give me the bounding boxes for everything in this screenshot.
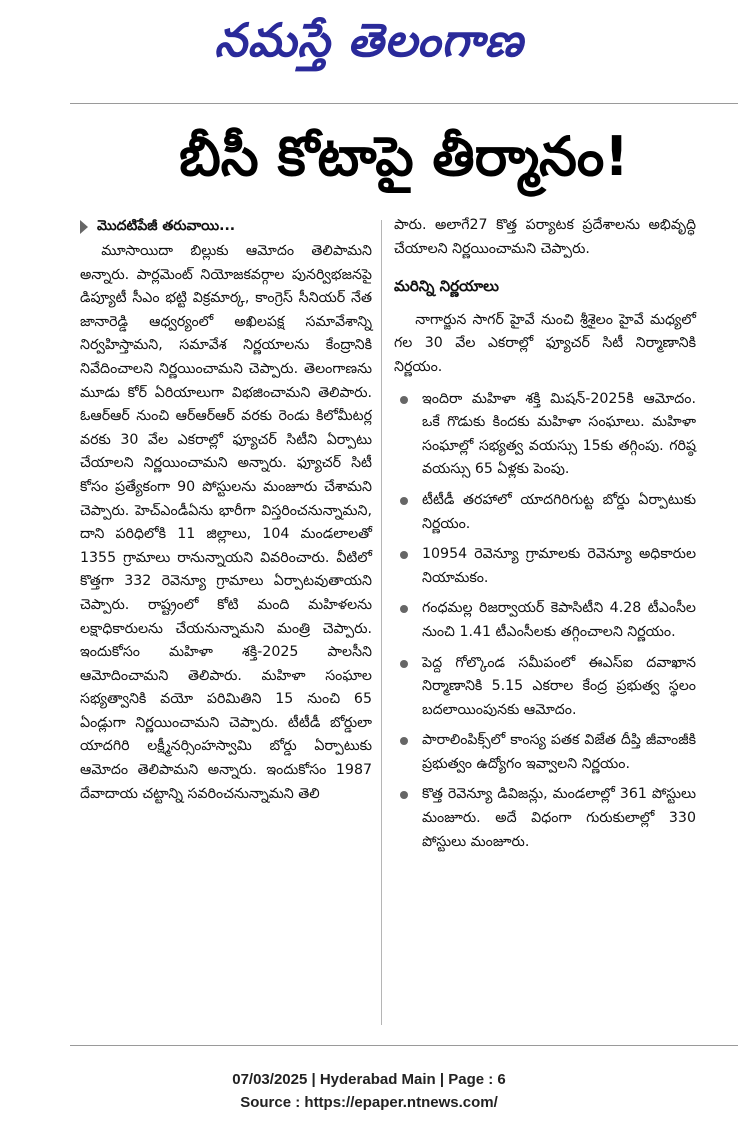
list-item: టీటీడీ తరహాలో యాదగిరిగుట్ట బోర్డు ఏర్పాటుకు నిర్ణయం. (394, 489, 696, 536)
column-divider (381, 220, 382, 1025)
right-column (394, 214, 696, 861)
list-item: పారాలింపిక్స్‌లో కాంస్య పతక విజేత దీప్తి జీవాంజీకి ప్రభుత్వం ఉద్యోగం ఇవ్వాలని నిర్ణయం. (394, 729, 696, 776)
list-item: 10954 రెవెన్యూ గ్రామాలకు రెవెన్యూ అధికారుల నియామకం. (394, 543, 696, 590)
article-body-left: మూసాయిదా బిల్లుకు ఆమోదం తెలిపామని అన్నారు. పార్లమెంట్ నియోజకవర్గాల పునర్విభజనపై డిప్యూటీ సీఎం భట్టి విక్రమార్క, కాంగ్రెస్ సీనియర్ నేత జానారెడ్డి ఆధ్వర్యంలో అఖిలపక్ష సమావేశాన్ని నిర్వహిస్తామని, సమావేశ నిర్ణయాలను కేంద్రానికి నివేదించాలని నిర్ణయించామని చెప్పారు. తెలంగాణను మూడు కోర్ ఏరియాలుగా విభజించామని తెలిపారు. ఓఆర్ఆర్ నుంచి ఆర్ఆర్ఆర్ వరకు రెండు కిలోమీటర్ల వరకు 30 వేల ఎకరాల్లో ఫ్యూచర్ సిటీని ఏర్పాటు చేయాలని నిర్ణయించామని అన్నారు. ఫ్యూచర్ సిటీ కోసం ప్రత్యేకంగా 90 పోస్టులను మంజూరు చేశామని చెప్పారు. హెచ్ఎండీఏను భారీగా విస్తరించనున్నామని, దాని పరిధిలోకి 11 జిల్లాలు, 104 మండలాలతో 1355 గ్రామాలు రానున్నాయని వివరించారు. వీటిలో కొత్తగా 332 రెవెన్యూ గ్రామాలు ఏర్పాటవుతాయని చెప్పారు. రాష్ట్రంలో కోటి మంది మహిళలను లక్షాధికారులను చేయనున్నామని మంత్రి చెప్పారు. ఇందుకోసం మహిళా శక్తి-2025 పాలసీని ఆమోదించామని తెలిపారు. మహిళా సంఘాల సభ్యత్వానికి వయో పరిమితిని 15 నుంచి 65 ఏండ్లుగా నిర్ణయించామని చెప్పారు. టీటీడీ బోర్డులా యాదగిరి లక్ష్మీనర్సింహస్వామి బోర్డు ఏర్పాటుకు ఆమోదం తెలిపామని అన్నారు. ఇందుకోసం 1987 దేవాదాయ చట్టాన్ని సవరించనున్నామని తెలి (80, 243, 372, 802)
list-item: గంధమల్ల రిజర్వాయర్ కెపాసిటీని 4.28 టీఎంసీల నుంచి 1.41 టీఎంసీలకు తగ్గించాలని నిర్ణయం. (394, 597, 696, 644)
bullet-icon (400, 497, 408, 505)
decisions-list (394, 388, 696, 855)
bullet-icon (400, 660, 408, 668)
continuation-kicker (80, 214, 372, 240)
left-column (80, 214, 372, 806)
article-headline: బీసీ కోటాపై తీర్మానం! (179, 124, 629, 188)
bullet-icon (400, 551, 408, 559)
article-body-continuation: పారు. అలాగే27 కొత్త పర్యాటక ప్రదేశాలను అభివృద్ధి చేయాలని నిర్ణయించామని చెప్పారు. (394, 217, 696, 257)
footer-source-link[interactable]: Source : https://epaper.ntnews.com/ (240, 1094, 498, 1111)
masthead (0, 0, 738, 92)
top-divider (70, 103, 738, 104)
list-item: ఇందిరా మహిళా శక్తి మిషన్-2025కి ఆమోదం. ఒకే గొడుకు కిందకు మహిళా సంఘాలు. మహిళా సంఘాల్లో సభ్యత్వ వయస్సు 15కు తగ్గింపు. గరిష్ఠ వయస్సు 65 ఏళ్లకు పెంపు. (394, 388, 696, 482)
footer-dateline: 07/03/2025 | Hyderabad Main | Page : 6 (232, 1071, 506, 1088)
newspaper-logo: నమస్తే తెలంగాణ (214, 13, 524, 67)
bullet-icon (400, 791, 408, 799)
section-subhead: మరిన్ని నిర్ణయాలు (394, 277, 499, 296)
bullet-icon (400, 737, 408, 745)
bottom-divider (70, 1045, 738, 1046)
bullet-icon (400, 396, 408, 404)
list-item: పెద్ద గోల్కొండ సమీపంలో ఈఎస్ఐ దవాఖాన నిర్మాణానికి 5.15 ఎకరాల కేంద్ర ప్రభుత్వ స్థలం బదలాయింపునకు ఆమోదం. (394, 652, 696, 723)
list-item: కొత్త రెవెన్యూ డివిజన్లు, మండలాల్లో 361 పోస్టులు మంజూరు. అదే విధంగా గురుకులాల్లో 330 పోస్టులు మంజూరు. (394, 783, 696, 854)
chevron-right-icon (80, 220, 88, 234)
kicker-label: మొదటిపేజీ తరువాయి... (97, 218, 236, 235)
decisions-intro: నాగార్జున సాగర్ హైవే నుంచి శ్రీశైలం హైవే మధ్యలో గల 30 వేల ఎకరాల్లో ఫ్యూచర్ సిటీ నిర్మాణానికి నిర్ణయం. (394, 311, 696, 375)
bullet-icon (400, 605, 408, 613)
